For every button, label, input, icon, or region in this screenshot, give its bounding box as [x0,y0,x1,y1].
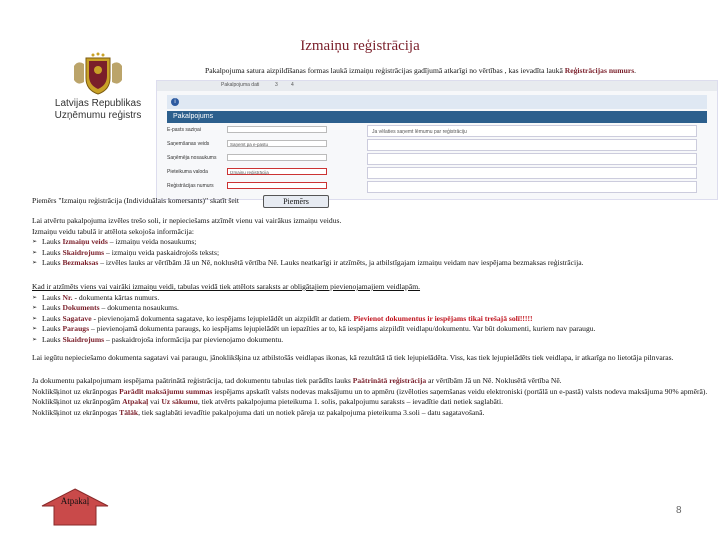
list-item: ➢ Lauks Skaidrojums – izmaiņu veida paskaidrojošs teksts; [32,248,712,259]
nav-item: Pakalpojuma dati [221,82,260,88]
service-header: Pakalpojums [167,111,707,123]
paragraph-3: Lai iegūtu nepieciešamo dokumenta sagatavi vai paraugu, jānoklikšķina uz atbilstošās veidlapas ikonas, kā rezultātā tā tiek lejupielādēta. Viss, kas tiek lejupielādēts tiek veidlapa, ir atkarīga no lietotāja pilnvaras. [32,353,674,362]
list-item: ➢ Lauks Nr. - dokumenta kārtas numurs. [32,293,712,304]
form-field[interactable]: Saņemt pa e-pastu [227,140,327,147]
list-item: ➢ Lauks Paraugs – pievienojamā dokumenta paraugs, ko iespējams lejupielādēt un iepazīties ar to, kā iespējams aizpildīt veidlapu/dokumentu. Var būt dokumenti, kuriem nav paraugu. [32,324,712,335]
form-label: E-pasts saziņai [167,127,201,133]
logo-text-line2: Uzņēmumu reģistrs [54,110,142,121]
nav-item: 3 [275,82,278,88]
list-document-fields [32,293,712,346]
back-button-label: Atpakaļ [60,496,90,506]
form-label: Reģistrācijas numurs [167,183,214,189]
form-field[interactable] [227,154,327,161]
list-item: ➢ Lauks Dokuments – dokumenta nosaukums. [32,303,712,314]
info-bar [167,95,707,109]
right-panel [367,125,707,197]
screenshot-nav [157,81,717,91]
panel-row[interactable] [367,153,697,165]
intro-highlight: Reģistrācijas numurs [564,66,635,75]
form-label: Saņēmēja nosaukums [167,155,217,161]
company-logo [28,52,168,132]
list-item: ➢ Lauks Bezmaksas – izvēles lauks ar vērtībām Jā un Nē, noklusētā vērtība Nē. Lauks neatkarīgi ir atzīmēts, ja atbilstīgajam izmaiņu veidam nav iespējama bezmaksas reģistrācija. [32,258,712,269]
embedded-screenshot [156,80,718,200]
back-button[interactable] [40,488,110,526]
intro-text: Pakalpojuma satura aizpildīšanas formas laukā izmaiņu reģistrācijas gadījumā atkarīgi no vērtības , kas ievadīta laukā Reģistrācijas numurs. [205,66,637,75]
info-icon: i [171,98,179,106]
panel-row[interactable] [367,167,697,179]
list-item: ➢ Lauks Izmaiņu veids – izmaiņu veida nosaukums; [32,237,712,248]
panel-row[interactable]: Ja vēlaties saņemt lēmumu par reģistrāciju [367,125,697,137]
form-label: Saņemšanas veids [167,141,210,147]
nav-item: 4 [291,82,294,88]
form-field[interactable] [227,126,327,133]
service-form [167,125,357,197]
example-text: Piemērs "Izmaiņu reģistrācija (Individuālais komersants)" skatīt šeit [32,196,239,205]
form-label: Pieteikuma valoda [167,169,208,175]
paragraph-4: Ja dokumentu pakalpojumam iespējama paātrinātā reģistrācija, tad dokumentu tabulas tiek parādīts lauks Paātrinātā reģistrācija ar vērtībām Jā un Nē. Noklusētā vērtība Nē. Noklikšķinot uz ekrānpogas Parādīt maksājumu summas iespējams apskatīt valsts nodevas maksājumu un to apmēru (izvēloties saņemšanas veidu elektroniski (portālā un e-pastā) valsts nodeva maksājuma 90% apmērā). Noklikšķinot uz ekrānpogām Atpakaļ vai Uz sākumu, tiek atvērts pakalpojuma pieteikuma 1. solis, pakalpojumu saraksts – ievadītie dati netiek saglabāti. Noklikšķinot uz ekrānpogas Tālāk, tiek saglabāti ievadītie pakalpojuma dati un notiek pāreja uz pakalpojuma pieteikuma 3.soli – datu sagatavošanā. [32,376,708,417]
example-button[interactable]: Piemērs [263,195,329,208]
paragraph-2: Kad ir atzīmēts viens vai vairāki izmaiņu veidi, tabulas veidā tiek attēlots saraksts ar obligātajiem pievienojamajiem veidlapām. ➢ Lauks Nr. - dokumenta kārtas numurs. ➢ Lauks Dokuments – dokumenta nosaukums. ➢ Lauks Sagatave - pievienojamā dokumenta sagatave, ko iespējams lejupielādēt un aizpildīt ar datiem. Pievienot dokumentus ir iespējams tikai trešajā solī!!!!! ➢ Lauks Paraugs – pievienojamā dokumenta paraugs, ko iespējams lejupielādēt un iepazīties ar to, kā iespējams aizpildīt veidlapu/dokumentu. Var būt dokumenti, kuriem nav paraugu. ➢ Lauks Skaidrojums – paskaidrojoša informācija par pievienojamo dokumentu. [32,282,712,346]
panel-row[interactable] [367,139,697,151]
page-number: 8 [676,505,682,516]
logo-text-line1: Latvijas Republikas [54,98,142,109]
coat-of-arms-icon [66,52,130,96]
form-field[interactable] [227,182,327,189]
list-change-fields [32,237,712,269]
form-field[interactable]: Izmaiņu reģistrācija [227,168,327,175]
panel-row[interactable] [367,181,697,193]
paragraph-1: Lai atvērtu pakalpojuma izvēles trešo soli, ir nepieciešams atzīmēt vienu vai vairākus izmaiņu veidus. Izmaiņu veidu tabulā ir attēlota sekojoša informācija: ➢ Lauks Izmaiņu veids – izmaiņu veida nosaukums; ➢ Lauks Skaidrojums – izmaiņu veida paskaidrojošs teksts; ➢ Lauks Bezmaksas – izvēles lauks ar vērtībām Jā un Nē, noklusētā vērtība Nē. Lauks neatkarīgi ir atzīmēts, ja atbilstīgajam izmaiņu veidam nav iespējama bezmaksas reģistrācija. [32,216,712,269]
page-title: Izmaiņu reģistrācija [300,38,420,54]
list-item: ➢ Lauks Sagatave - pievienojamā dokumenta sagatave, ko iespējams lejupielādēt un aizpildīt ar datiem. Pievienot dokumentus ir iespējams tikai trešajā solī!!!!! [32,314,712,325]
list-item: ➢ Lauks Skaidrojums – paskaidrojoša informācija par pievienojamo dokumentu. [32,335,712,346]
